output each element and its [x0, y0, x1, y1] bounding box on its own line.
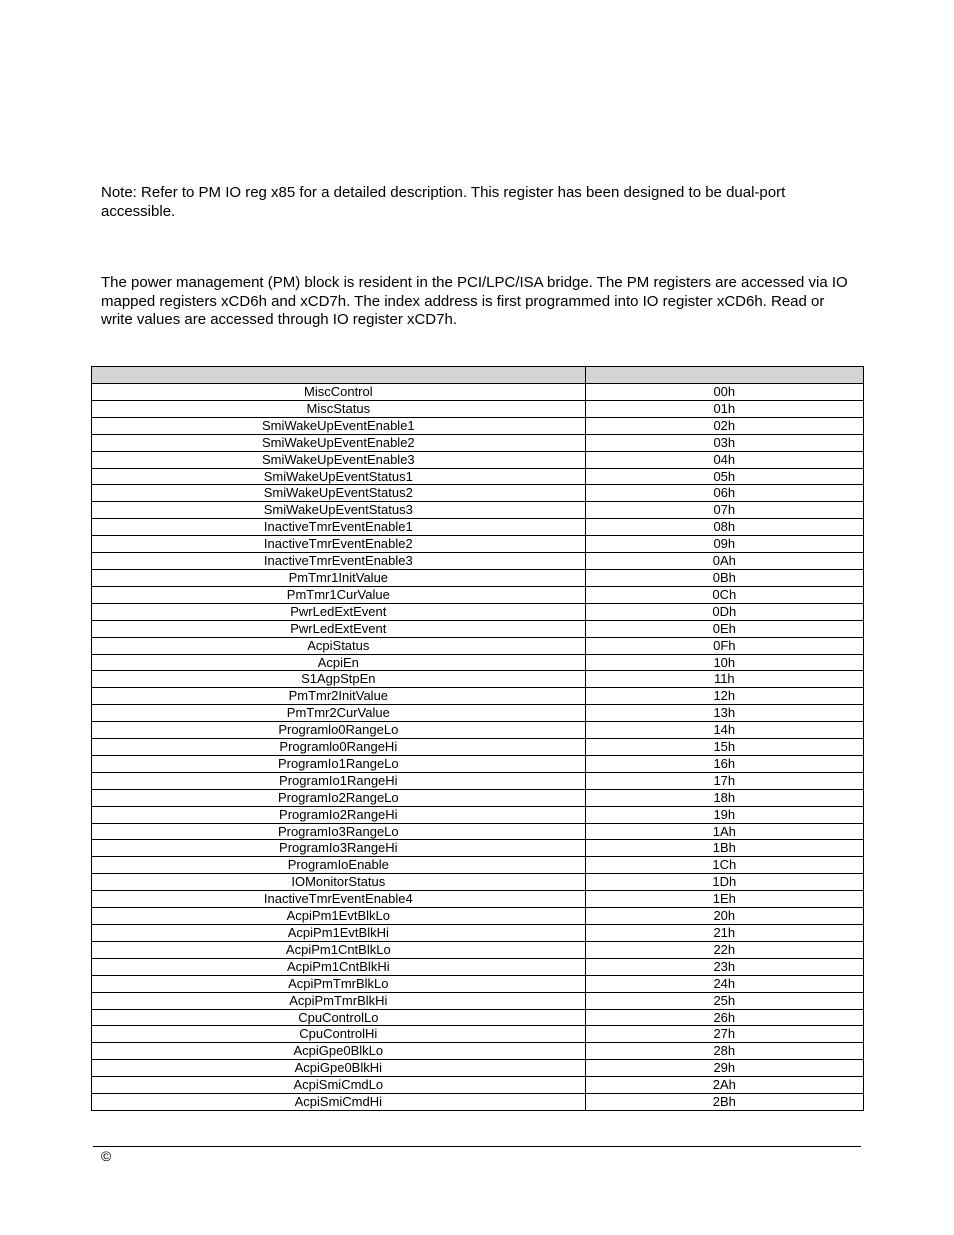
table-row — [92, 519, 864, 536]
copyright-symbol: © — [101, 1148, 112, 1164]
register-index-cell: 0Bh — [585, 569, 863, 586]
register-index-cell: 14h — [585, 722, 863, 739]
register-index-cell: 10h — [585, 654, 863, 671]
register-index-cell: 08h — [585, 519, 863, 536]
register-index-cell: 0Ch — [585, 586, 863, 603]
register-index-cell: 15h — [585, 739, 863, 756]
register-name-cell: ProgramIoEnable — [92, 857, 586, 874]
register-name-cell: ProgramIo1RangeHi — [92, 772, 586, 789]
register-name-cell: CpuControlHi — [92, 1026, 586, 1043]
table-row — [92, 958, 864, 975]
table-body — [92, 384, 864, 1111]
table-row — [92, 1077, 864, 1094]
table-header-row — [92, 367, 864, 384]
register-name-cell: PmTmr2CurValue — [92, 705, 586, 722]
register-name-cell: InactiveTmrEventEnable4 — [92, 891, 586, 908]
register-index-cell: 03h — [585, 434, 863, 451]
register-index-cell: 04h — [585, 451, 863, 468]
register-index-cell: 1Bh — [585, 840, 863, 857]
table-row — [92, 806, 864, 823]
register-name-cell: AcpiPm1EvtBlkHi — [92, 925, 586, 942]
table-row — [92, 925, 864, 942]
table-row — [92, 992, 864, 1009]
table-row — [92, 891, 864, 908]
table-row — [92, 485, 864, 502]
register-index-cell: 23h — [585, 958, 863, 975]
table-row — [92, 857, 864, 874]
table-row — [92, 400, 864, 417]
register-index-cell: 1Dh — [585, 874, 863, 891]
register-name-cell: SmiWakeUpEventStatus2 — [92, 485, 586, 502]
table-row — [92, 874, 864, 891]
table-row — [92, 569, 864, 586]
register-index-cell: 21h — [585, 925, 863, 942]
register-name-cell: ProgramIo2RangeLo — [92, 789, 586, 806]
table-row — [92, 688, 864, 705]
register-index-cell: 17h — [585, 772, 863, 789]
table-row — [92, 620, 864, 637]
table-row — [92, 1009, 864, 1026]
table-row — [92, 1026, 864, 1043]
register-name-cell: PwrLedExtEvent — [92, 620, 586, 637]
register-name-cell: S1AgpStpEn — [92, 671, 586, 688]
register-name-cell: AcpiGpe0BlkHi — [92, 1060, 586, 1077]
table-row — [92, 739, 864, 756]
register-index-cell: 2Bh — [585, 1094, 863, 1111]
register-name-cell: AcpiPm1CntBlkLo — [92, 941, 586, 958]
table-row — [92, 823, 864, 840]
register-index-cell: 29h — [585, 1060, 863, 1077]
table-row — [92, 755, 864, 772]
register-name-cell: SmiWakeUpEventEnable3 — [92, 451, 586, 468]
footer-divider — [93, 1146, 861, 1147]
register-name-cell: CpuControlLo — [92, 1009, 586, 1026]
register-index-cell: 22h — [585, 941, 863, 958]
register-index-cell: 13h — [585, 705, 863, 722]
register-index-cell: 07h — [585, 502, 863, 519]
register-name-cell: ProgramIo2RangeHi — [92, 806, 586, 823]
register-name-cell: Programlo0RangeHi — [92, 739, 586, 756]
register-index-cell: 05h — [585, 468, 863, 485]
register-name-cell: AcpiPmTmrBlkLo — [92, 975, 586, 992]
table-row — [92, 502, 864, 519]
table-row — [92, 908, 864, 925]
register-index-cell: 1Ah — [585, 823, 863, 840]
register-name-cell: AcpiSmiCmdLo — [92, 1077, 586, 1094]
register-index-cell: 00h — [585, 384, 863, 401]
note-paragraph: Note: Refer to PM IO reg x85 for a detailed description. This register has been designed to be dual-port accessible. — [101, 184, 786, 220]
table-row — [92, 384, 864, 401]
register-name-cell: IOMonitorStatus — [92, 874, 586, 891]
table-row — [92, 603, 864, 620]
register-name-cell: AcpiPm1CntBlkHi — [92, 958, 586, 975]
register-index-cell: 11h — [585, 671, 863, 688]
register-index-cell: 02h — [585, 417, 863, 434]
pm-register-table — [91, 366, 864, 1111]
register-index-cell: 2Ah — [585, 1077, 863, 1094]
register-name-cell: InactiveTmrEventEnable3 — [92, 553, 586, 570]
register-name-cell: PmTmr2InitValue — [92, 688, 586, 705]
table-row — [92, 975, 864, 992]
register-name-cell: AcpiPmTmrBlkHi — [92, 992, 586, 1009]
table-row — [92, 840, 864, 857]
register-index-cell: 12h — [585, 688, 863, 705]
register-name-cell: SmiWakeUpEventStatus1 — [92, 468, 586, 485]
table-row — [92, 1060, 864, 1077]
table-row — [92, 789, 864, 806]
register-name-cell: ProgramIo3RangeLo — [92, 823, 586, 840]
register-name-cell: AcpiPm1EvtBlkLo — [92, 908, 586, 925]
register-name-cell: ProgramIo3RangeHi — [92, 840, 586, 857]
register-name-cell: PmTmr1CurValue — [92, 586, 586, 603]
register-name-cell: PwrLedExtEvent — [92, 603, 586, 620]
register-index-cell: 25h — [585, 992, 863, 1009]
register-name-cell: InactiveTmrEventEnable1 — [92, 519, 586, 536]
register-name-cell: AcpiStatus — [92, 637, 586, 654]
intro-paragraph: The power management (PM) block is resident in the PCI/LPC/ISA bridge. The PM registers are accessed via IO mapped registers xCD6h and xCD7h. The index address is first programmed into IO register xCD6h. Read or write values are accessed through IO register xCD7h. — [101, 274, 848, 328]
register-index-cell: 01h — [585, 400, 863, 417]
table-row — [92, 451, 864, 468]
register-index-cell: 26h — [585, 1009, 863, 1026]
header-register-name — [92, 367, 586, 384]
register-index-cell: 0Dh — [585, 603, 863, 620]
register-index-cell: 27h — [585, 1026, 863, 1043]
table-row — [92, 671, 864, 688]
register-name-cell: PmTmr1InitValue — [92, 569, 586, 586]
table-row — [92, 1094, 864, 1111]
register-name-cell: MiscControl — [92, 384, 586, 401]
register-name-cell: MiscStatus — [92, 400, 586, 417]
table-row — [92, 417, 864, 434]
table-row — [92, 553, 864, 570]
register-index-cell: 24h — [585, 975, 863, 992]
register-name-cell: SmiWakeUpEventEnable1 — [92, 417, 586, 434]
register-name-cell: ProgramIo1RangeLo — [92, 755, 586, 772]
register-index-cell: 18h — [585, 789, 863, 806]
register-index-cell: 06h — [585, 485, 863, 502]
table-row — [92, 468, 864, 485]
register-name-cell: SmiWakeUpEventStatus3 — [92, 502, 586, 519]
register-index-cell: 0Ah — [585, 553, 863, 570]
register-index-cell: 1Ch — [585, 857, 863, 874]
register-index-cell: 0Eh — [585, 620, 863, 637]
register-index-cell: 28h — [585, 1043, 863, 1060]
register-name-cell: AcpiEn — [92, 654, 586, 671]
register-index-cell: 09h — [585, 536, 863, 553]
table-row — [92, 705, 864, 722]
register-name-cell: AcpiGpe0BlkLo — [92, 1043, 586, 1060]
register-name-cell: AcpiSmiCmdHi — [92, 1094, 586, 1111]
register-index-cell: 1Eh — [585, 891, 863, 908]
table-row — [92, 637, 864, 654]
header-register-index — [585, 367, 863, 384]
register-index-cell: 20h — [585, 908, 863, 925]
table-row — [92, 536, 864, 553]
table-row — [92, 586, 864, 603]
register-name-cell: SmiWakeUpEventEnable2 — [92, 434, 586, 451]
register-name-cell: Programlo0RangeLo — [92, 722, 586, 739]
register-index-cell: 16h — [585, 755, 863, 772]
register-index-cell: 0Fh — [585, 637, 863, 654]
table-row — [92, 772, 864, 789]
table-row — [92, 434, 864, 451]
table-row — [92, 654, 864, 671]
table-row — [92, 722, 864, 739]
table-row — [92, 1043, 864, 1060]
register-index-cell: 19h — [585, 806, 863, 823]
table-row — [92, 941, 864, 958]
register-name-cell: InactiveTmrEventEnable2 — [92, 536, 586, 553]
